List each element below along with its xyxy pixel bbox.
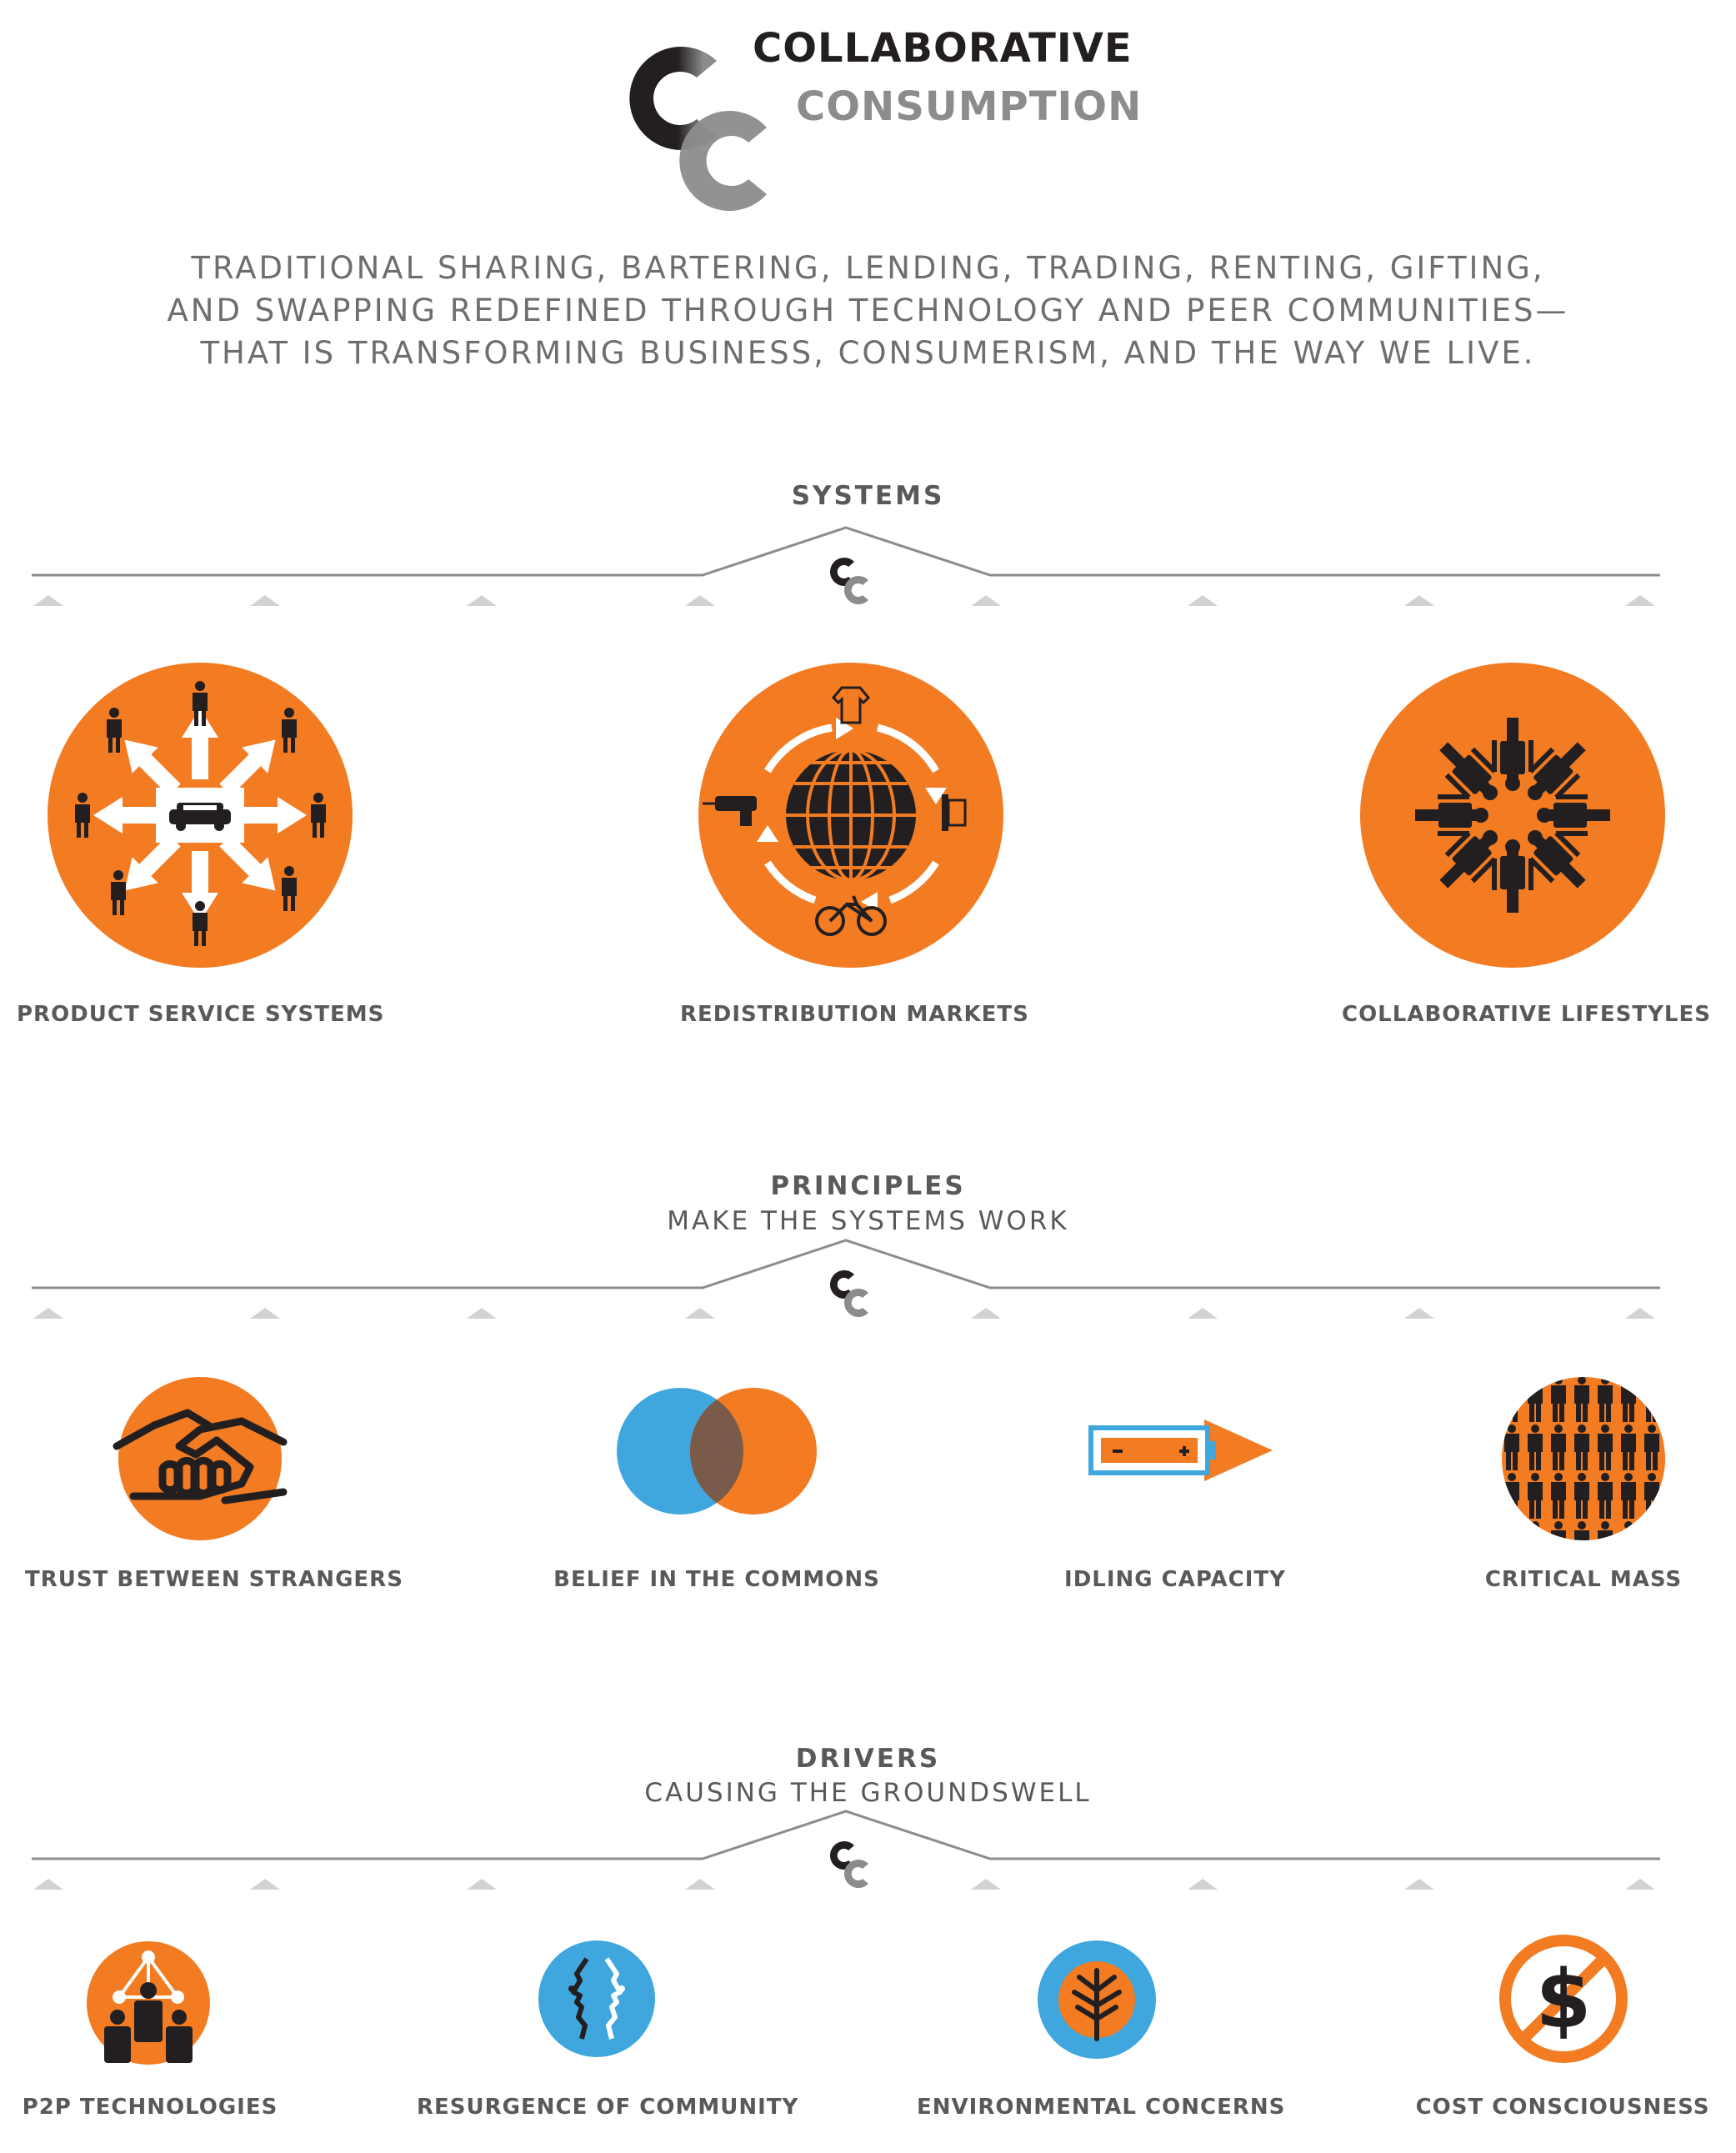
label-idling-capacity: IDLING CAPACITY — [1064, 1567, 1286, 1592]
faces-icon — [538, 1940, 655, 2057]
section-subtitle-drivers: CAUSING THE GROUNDSWELL — [644, 1778, 1092, 1808]
section-divider — [0, 1238, 1736, 1329]
globe-exchange-icon — [698, 663, 1003, 968]
label-belief-in-the-commons: BELIEF IN THE COMMONS — [553, 1567, 880, 1592]
label-critical-mass: CRITICAL MASS — [1484, 1567, 1683, 1592]
venn-icon — [617, 1388, 817, 1515]
logo-title-line1: COLLABORATIVE — [753, 25, 1133, 72]
network-people-icon — [86, 1940, 211, 2065]
label-redistribution-markets: REDISTRIBUTION MARKETS — [680, 1002, 1029, 1027]
handshake-icon — [117, 1375, 283, 1542]
label-trust-between-strangers: TRUST BETWEEN STRANGERS — [25, 1567, 403, 1592]
section-title-systems: SYSTEMS — [791, 481, 945, 511]
car-sharing-icon — [48, 663, 353, 968]
cc-small-logo-icon — [830, 1270, 868, 1317]
crowd-icon — [1500, 1375, 1667, 1542]
people-circle-icon — [1360, 663, 1665, 968]
tagline — [0, 247, 1736, 374]
tree-icon — [1038, 1940, 1156, 2059]
logo-title-line2: CONSUMPTION — [796, 83, 1143, 130]
label-product-service-systems: PRODUCT SERVICE SYSTEMS — [17, 1002, 385, 1027]
label-collaborative-lifestyles: COLLABORATIVE LIFESTYLES — [1342, 1002, 1711, 1027]
svg-text:$: $ — [1535, 1953, 1592, 2046]
tagline-line: THAT IS TRANSFORMING BUSINESS, CONSUMERISM, AND THE WAY WE LIVE. — [200, 335, 1536, 371]
label-p2p-technologies: P2P TECHNOLOGIES — [22, 2095, 278, 2120]
section-subtitle-principles: MAKE THE SYSTEMS WORK — [667, 1206, 1069, 1236]
label-environmental-concerns: ENVIRONMENTAL CONCERNS — [917, 2095, 1286, 2120]
tagline-line: AND SWAPPING REDEFINED THROUGH TECHNOLOGY AND PEER COMMUNITIES— — [167, 293, 1569, 328]
battery-arrow-icon — [1088, 1413, 1271, 1488]
section-title-drivers: DRIVERS — [795, 1744, 941, 1774]
label-cost-consciousness: COST CONSCIOUSNESS — [1415, 2095, 1710, 2120]
tagline-line: TRADITIONAL SHARING, BARTERING, LENDING, TRADING, RENTING, GIFTING, — [191, 250, 1545, 286]
cc-small-logo-icon — [830, 558, 868, 604]
no-dollar-icon — [1498, 1934, 1628, 2064]
section-divider — [0, 525, 1736, 617]
cc-small-logo-icon — [830, 1841, 868, 1888]
label-resurgence-of-community: RESURGENCE OF COMMUNITY — [417, 2095, 799, 2120]
section-divider — [0, 1809, 1736, 1900]
section-title-principles: PRINCIPLES — [770, 1171, 966, 1201]
